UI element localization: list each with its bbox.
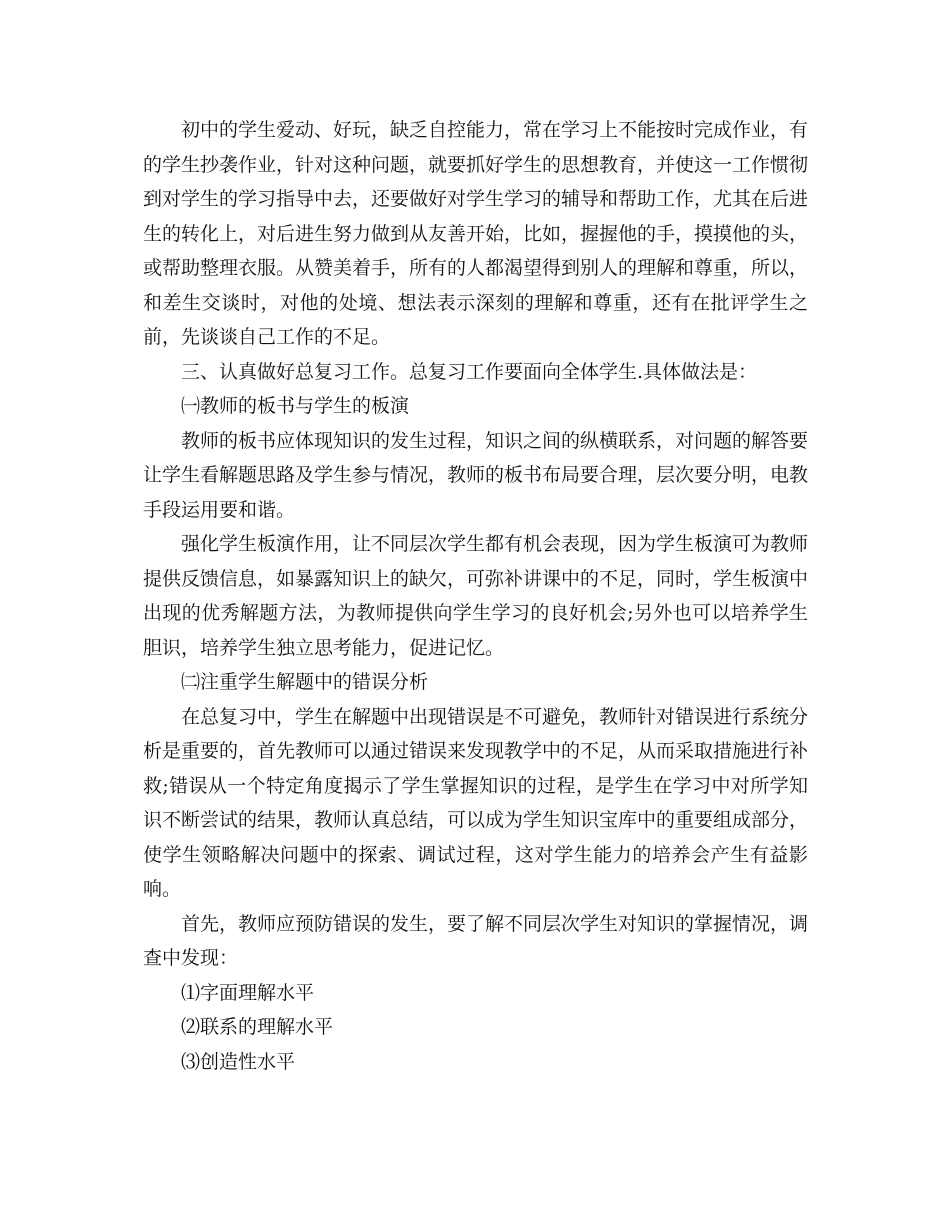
paragraph-error-analysis: 在总复习中，学生在解题中出现错误是不可避免，教师针对错误进行系统分析是重要的，首先教师可以通过错误来发现教学中的不足，从而采取措施进行补救;错误从一个特定角度揭示了学生掌握知识的过程，是学生在学习中对所学知识不断尝试的结果，教师认真总结，可以成为学生知识宝库中的重要组成部分，使学生领略解决问题中的探索、调试过程，这对学生能力的培养会产生有益影响。 <box>143 705 809 900</box>
paragraph-student-guidance: 初中的学生爱动、好玩，缺乏自控能力，常在学习上不能按时完成作业，有的学生抄袭作业，针对这种问题，就要抓好学生的思想教育，并使这一工作惯彻到对学生的学习指导中去，还要做好对学生学习的辅导和帮助工作，尤其在后进生的转化上，对后进生努力做到从友善开始，比如，握握他的手，摸摸他的头，或帮助整理衣服。从赞美着手，所有的人都渴望得到别人的理解和尊重，所以，和差生交谈时，对他的处境、想法表示深刻的理解和尊重，还有在批评学生之前，先谈谈自己工作的不足。 <box>143 119 809 348</box>
paragraph-prevent-errors: 首先，教师应预防错误的发生，要了解不同层次学生对知识的掌握情况，调查中发现： <box>143 912 809 969</box>
paragraph-student-board-work: 强化学生板演作用，让不同层次学生都有机会表现，因为学生板演可为教师提供反馈信息，如暴露知识上的缺欠，可弥补讲课中的不足，同时，学生板演中出现的优秀解题方法，为教师提供向学生学习的良好机会;另外也可以培养学生胆识，培养学生独立思考能力，促进记忆。 <box>143 533 809 659</box>
list-item-literal-understanding: ⑴字面理解水平 <box>181 981 315 1004</box>
paragraph-teacher-blackboard: 教师的板书应体现知识的发生过程，知识之间的纵横联系，对问题的解答要让学生看解题思路及学生参与情况，教师的板书布局要合理，层次要分明，电教手段运用要和谐。 <box>143 429 809 521</box>
section-heading-review: 三、认真做好总复习工作。总复习工作要面向全体学生.具体做法是： <box>181 360 758 383</box>
subheading-error-analysis: ㈡注重学生解题中的错误分析 <box>181 671 429 693</box>
list-item-connected-understanding: ⑵联系的理解水平 <box>181 1016 334 1038</box>
list-item-creative-level: ⑶创造性水平 <box>181 1050 296 1073</box>
subheading-blackboard: ㈠教师的板书与学生的板演 <box>181 395 410 417</box>
document-body <box>143 113 808 1079</box>
